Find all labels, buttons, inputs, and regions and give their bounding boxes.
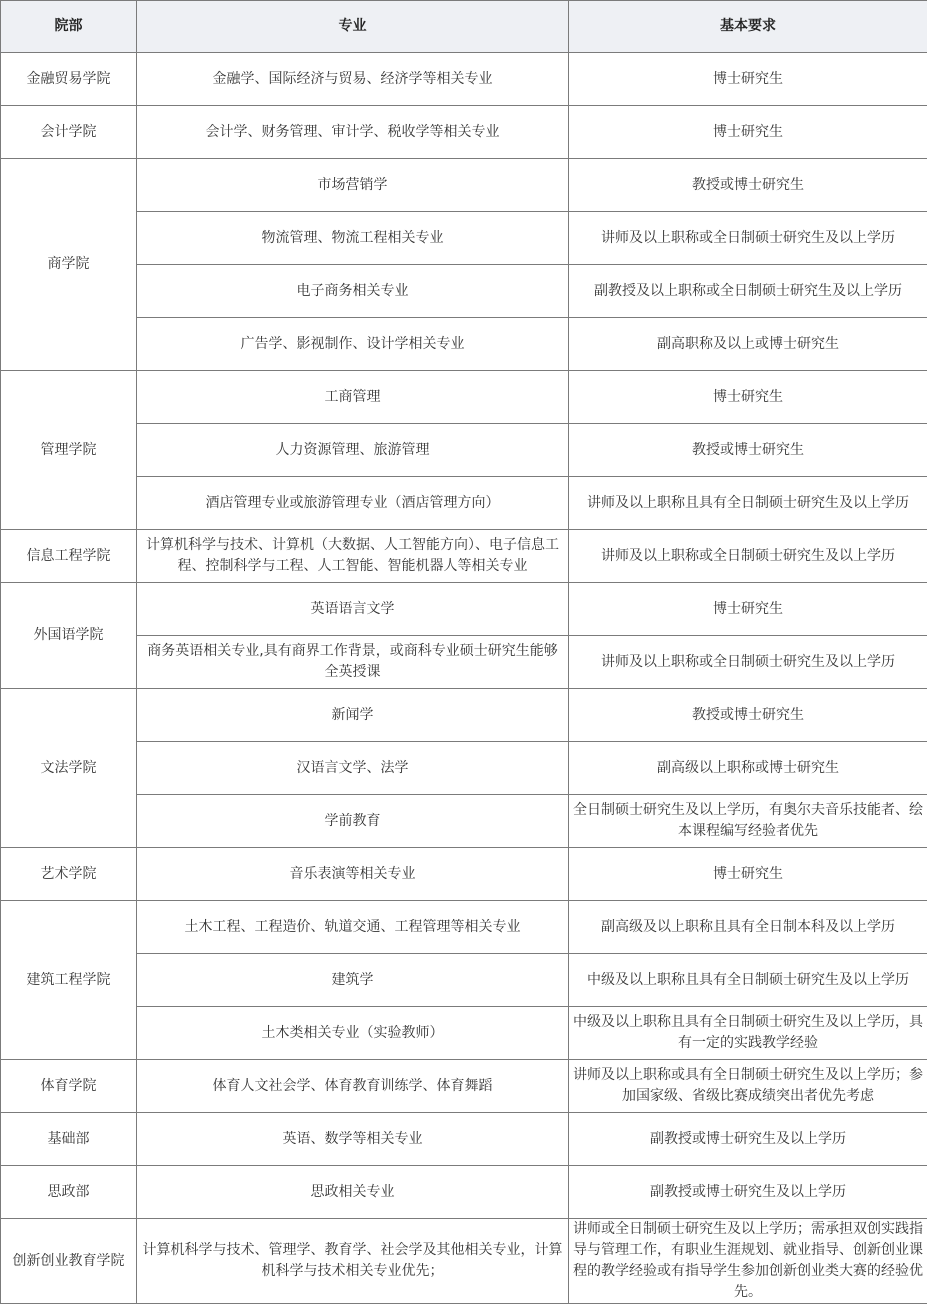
table-row <box>1 1060 927 1113</box>
table-row <box>1 795 927 848</box>
table-row <box>1 530 927 583</box>
table-row <box>1 848 927 901</box>
requirement-cell: 讲师及以上职称或全日制硕士研究生及以上学历 <box>569 636 927 689</box>
dept-cell: 金融贸易学院 <box>1 53 137 106</box>
requirement-cell: 讲师或全日制硕士研究生及以上学历；需承担双创实践指导与管理工作，有职业生涯规划、就业指导、创新创业课程的教学经验或有指导学生参加创新创业类大赛的经验优先。 <box>569 1219 927 1304</box>
table-row <box>1 1219 927 1304</box>
dept-cell: 基础部 <box>1 1113 137 1166</box>
table-row <box>1 159 927 212</box>
header-dept: 院部 <box>1 1 137 53</box>
requirement-cell: 讲师及以上职称或全日制硕士研究生及以上学历 <box>569 530 927 583</box>
requirement-cell: 副高职称及以上或博士研究生 <box>569 318 927 371</box>
requirement-cell: 副高级以上职称或博士研究生 <box>569 742 927 795</box>
table-row <box>1 53 927 106</box>
major-cell: 电子商务相关专业 <box>137 265 569 318</box>
table-row <box>1 689 927 742</box>
table-row <box>1 1166 927 1219</box>
dept-cell: 文法学院 <box>1 689 137 848</box>
major-cell: 商务英语相关专业,具有商界工作背景，或商科专业硕士研究生能够全英授课 <box>137 636 569 689</box>
table-row <box>1 954 927 1007</box>
requirement-cell: 副高级及以上职称且具有全日制本科及以上学历 <box>569 901 927 954</box>
major-cell: 体育人文社会学、体育教育训练学、体育舞蹈 <box>137 1060 569 1113</box>
table-row <box>1 583 927 636</box>
requirement-cell: 讲师及以上职称或全日制硕士研究生及以上学历 <box>569 212 927 265</box>
requirement-cell: 中级及以上职称且具有全日制硕士研究生及以上学历 <box>569 954 927 1007</box>
requirement-cell: 全日制硕士研究生及以上学历，有奥尔夫音乐技能者、绘本课程编写经验者优先 <box>569 795 927 848</box>
dept-cell: 信息工程学院 <box>1 530 137 583</box>
requirement-cell: 讲师及以上职称或具有全日制硕士研究生及以上学历；参加国家级、省级比赛成绩突出者优先考虑 <box>569 1060 927 1113</box>
dept-cell: 会计学院 <box>1 106 137 159</box>
requirement-cell: 教授或博士研究生 <box>569 689 927 742</box>
major-cell: 新闻学 <box>137 689 569 742</box>
requirement-cell: 副教授及以上职称或全日制硕士研究生及以上学历 <box>569 265 927 318</box>
dept-cell: 创新创业教育学院 <box>1 1219 137 1304</box>
requirement-cell: 教授或博士研究生 <box>569 159 927 212</box>
table-row <box>1 265 927 318</box>
table-row <box>1 212 927 265</box>
dept-cell: 建筑工程学院 <box>1 901 137 1060</box>
requirement-cell: 教授或博士研究生 <box>569 424 927 477</box>
major-cell: 学前教育 <box>137 795 569 848</box>
requirement-cell: 中级及以上职称且具有全日制硕士研究生及以上学历，具有一定的实践教学经验 <box>569 1007 927 1060</box>
header-major: 专业 <box>137 1 569 53</box>
major-cell: 酒店管理专业或旅游管理专业（酒店管理方向） <box>137 477 569 530</box>
requirement-cell: 博士研究生 <box>569 53 927 106</box>
major-cell: 人力资源管理、旅游管理 <box>137 424 569 477</box>
table-row <box>1 477 927 530</box>
major-cell: 建筑学 <box>137 954 569 1007</box>
header-requirement: 基本要求 <box>569 1 927 53</box>
requirement-cell: 讲师及以上职称且具有全日制硕士研究生及以上学历 <box>569 477 927 530</box>
table-row <box>1 424 927 477</box>
major-cell: 汉语言文学、法学 <box>137 742 569 795</box>
major-cell: 广告学、影视制作、设计学相关专业 <box>137 318 569 371</box>
requirement-cell: 博士研究生 <box>569 371 927 424</box>
major-cell: 土木工程、工程造价、轨道交通、工程管理等相关专业 <box>137 901 569 954</box>
major-cell: 计算机科学与技术、计算机（大数据、人工智能方向）、电子信息工程、控制科学与工程、人工智能、智能机器人等相关专业 <box>137 530 569 583</box>
dept-cell: 管理学院 <box>1 371 137 530</box>
dept-cell: 商学院 <box>1 159 137 371</box>
requirement-cell: 博士研究生 <box>569 848 927 901</box>
table-row <box>1 901 927 954</box>
requirement-cell: 博士研究生 <box>569 106 927 159</box>
major-cell: 物流管理、物流工程相关专业 <box>137 212 569 265</box>
major-cell: 音乐表演等相关专业 <box>137 848 569 901</box>
table-row <box>1 1007 927 1060</box>
major-cell: 计算机科学与技术、管理学、教育学、社会学及其他相关专业，计算机科学与技术相关专业优先； <box>137 1219 569 1304</box>
table-row <box>1 636 927 689</box>
table-row <box>1 318 927 371</box>
table-row <box>1 1113 927 1166</box>
table-row <box>1 742 927 795</box>
major-cell: 土木类相关专业（实验教师） <box>137 1007 569 1060</box>
dept-cell: 体育学院 <box>1 1060 137 1113</box>
major-cell: 金融学、国际经济与贸易、经济学等相关专业 <box>137 53 569 106</box>
major-cell: 思政相关专业 <box>137 1166 569 1219</box>
dept-cell: 外国语学院 <box>1 583 137 689</box>
major-cell: 会计学、财务管理、审计学、税收学等相关专业 <box>137 106 569 159</box>
table-row <box>1 106 927 159</box>
header-row <box>1 1 927 53</box>
requirement-cell: 博士研究生 <box>569 583 927 636</box>
table-row <box>1 371 927 424</box>
requirement-cell: 副教授或博士研究生及以上学历 <box>569 1113 927 1166</box>
major-cell: 市场营销学 <box>137 159 569 212</box>
major-cell: 英语、数学等相关专业 <box>137 1113 569 1166</box>
requirement-cell: 副教授或博士研究生及以上学历 <box>569 1166 927 1219</box>
dept-cell: 艺术学院 <box>1 848 137 901</box>
major-cell: 英语语言文学 <box>137 583 569 636</box>
major-cell: 工商管理 <box>137 371 569 424</box>
dept-cell: 思政部 <box>1 1166 137 1219</box>
